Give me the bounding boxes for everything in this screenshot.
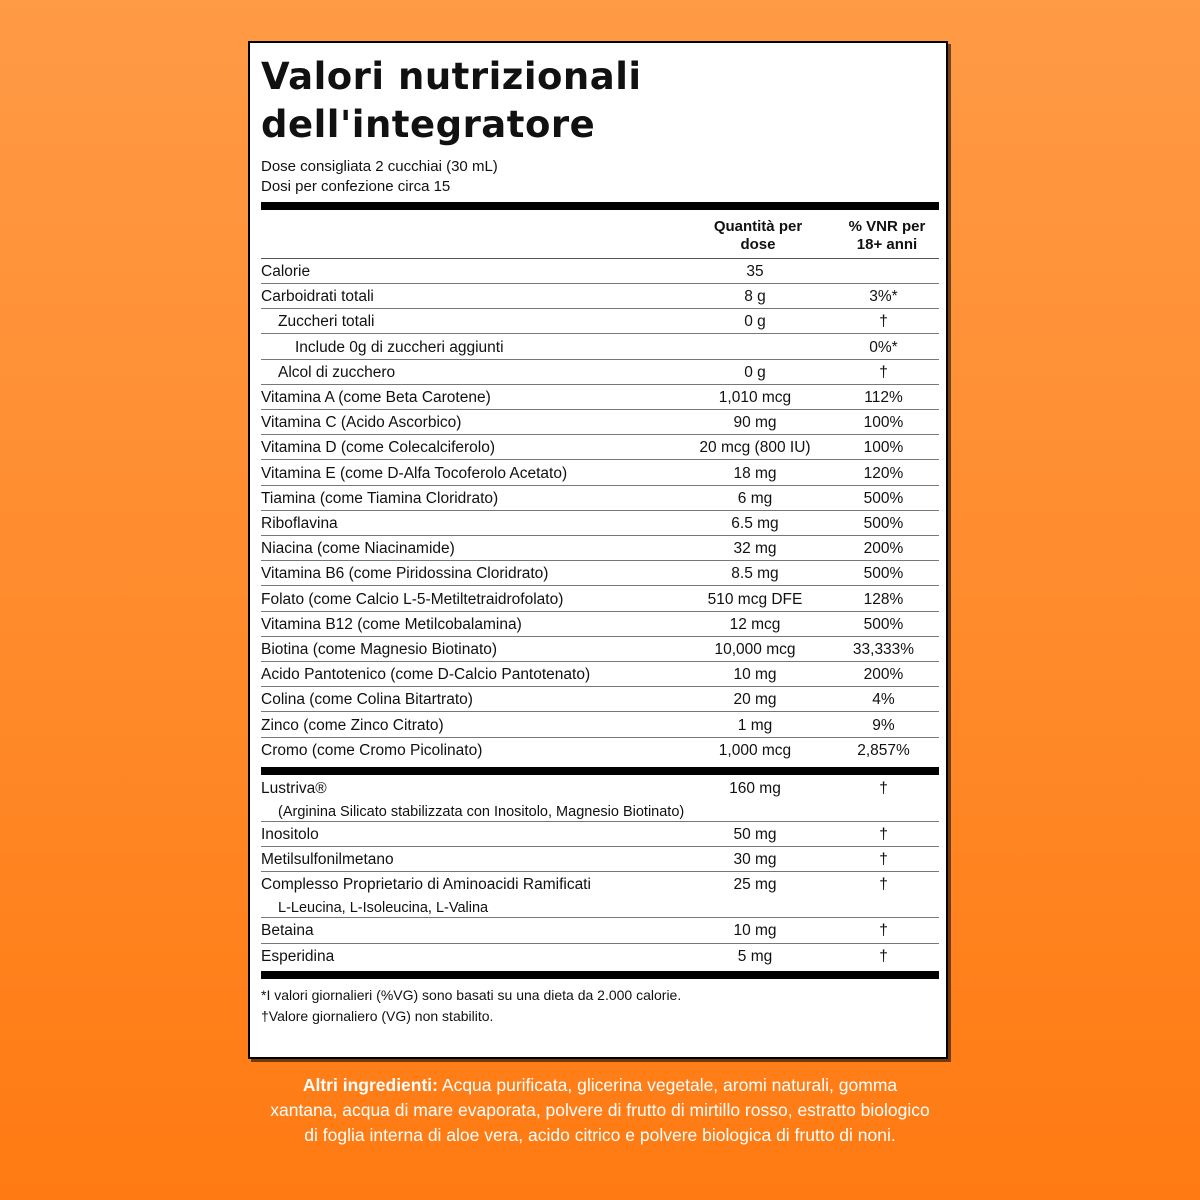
nutrient-row	[261, 309, 939, 334]
nutrient-amount: 6 mg	[737, 489, 773, 507]
nutrient-daily-value: 200%	[863, 540, 904, 558]
blend-amount: 10 mg	[733, 922, 777, 940]
nutrient-amount: 10 mg	[733, 666, 777, 684]
blend-daily-value: †	[879, 780, 888, 797]
other-ingredients	[200, 1073, 1000, 1148]
nutrient-daily-value: 33,333%	[852, 641, 915, 658]
nutrient-row	[261, 536, 939, 561]
nutrient-amount: 0 g	[744, 363, 766, 381]
nutrient-name: Vitamina B6 (come Piridossina Cloridrato)	[261, 565, 549, 583]
nutrient-amount: 8 g	[744, 288, 766, 306]
nutrient-name: Vitamina D (come Colecalciferolo)	[261, 439, 496, 457]
panel-title	[261, 53, 921, 149]
nutrient-name: Vitamina C (Acido Ascorbico)	[261, 414, 462, 432]
nutrient-amount: 18 mg	[733, 464, 777, 482]
blend-row	[261, 944, 939, 969]
nutrient-row	[261, 410, 939, 435]
nutrient-row	[261, 461, 939, 486]
nutrient-daily-value: 2,857%	[857, 741, 910, 759]
title-line-1: Valori nutrizionali	[261, 55, 642, 98]
blend-amount: 5 mg	[737, 947, 773, 965]
nutrient-name: Include 0g di zuccheri aggiunti	[295, 338, 504, 356]
divider-thick-top	[261, 202, 939, 210]
nutrient-row	[261, 561, 939, 586]
nutrient-amount: 6.5 mg	[731, 515, 779, 532]
serving-size: Dose consigliata 2 cucchiai (30 mL)	[261, 158, 498, 175]
nutrient-daily-value: 500%	[863, 515, 904, 532]
other-ingredients-line-3: di foglia interna di aloe vera, acido citrico e polvere biologica di frutto di noni.	[304, 1125, 896, 1145]
nutrient-daily-value: 200%	[863, 666, 904, 684]
nutrient-amount: 20 mg	[733, 691, 777, 709]
nutrient-daily-value: †	[879, 363, 888, 381]
nutrient-row	[261, 662, 939, 687]
other-ingredients-text-1: Acqua purificata, glicerina vegetale, aromi naturali, gomma	[438, 1075, 898, 1095]
divider-thick-middle	[261, 767, 939, 775]
header-dv	[827, 218, 947, 254]
other-ingredients-heading: Altri ingredienti:	[302, 1075, 438, 1095]
nutrient-name: Biotina (come Magnesio Biotinato)	[261, 641, 498, 658]
nutrient-name: Folato (come Calcio L-5-Metiltetraidrofolato)	[261, 590, 564, 608]
blend-row	[261, 776, 939, 822]
nutrient-name: Carboidrati totali	[261, 288, 374, 306]
header-dv-line-2: 18+ anni	[856, 236, 918, 253]
nutrient-name: Vitamina B12 (come Metilcobalamina)	[261, 615, 522, 633]
nutrient-daily-value: 0%*	[869, 338, 898, 356]
nutrient-amount: 510 mcg DFE	[707, 590, 803, 608]
nutrient-row	[261, 284, 939, 309]
nutrient-name: Vitamina E (come D-Alfa Tocoferolo Acetato)	[261, 464, 568, 482]
blend-daily-value: †	[879, 826, 888, 843]
nutrient-amount: 1,000 mcg	[718, 741, 792, 759]
nutrient-name: Tiamina (come Tiamina Cloridrato)	[261, 489, 499, 507]
blend-name: Complesso Proprietario di Aminoacidi Ramificati	[261, 876, 591, 894]
nutrient-name: Calorie	[261, 263, 311, 280]
nutrient-name: Zuccheri totali	[278, 313, 375, 331]
blend-name: Betaina	[261, 922, 314, 940]
nutrient-daily-value: 3%*	[869, 288, 898, 306]
other-ingredients-line-2: xantana, acqua di mare evaporata, polvere di frutto di mirtillo rosso, estratto biologico	[270, 1100, 930, 1120]
nutrient-row	[261, 587, 939, 612]
header-amount	[698, 218, 818, 254]
nutrient-name: Colina (come Colina Bitartrato)	[261, 691, 473, 709]
nutrient-amount: 35	[746, 263, 764, 280]
blend-name: Inositolo	[261, 826, 319, 843]
nutrient-daily-value: 112%	[864, 389, 903, 406]
nutrient-amount: 10,000 mcg	[714, 641, 796, 658]
nutrient-row	[261, 612, 939, 637]
nutrient-name: Acido Pantotenico (come D-Calcio Pantotenato)	[261, 666, 591, 684]
header-amount-line-1: Quantità per	[713, 218, 803, 235]
nutrient-row	[261, 385, 939, 410]
nutrient-daily-value: 4%	[872, 691, 895, 709]
nutrient-amount: 1,010 mcg	[718, 389, 792, 406]
header-dv-line-1: % VNR per	[848, 218, 926, 235]
nutrient-row	[261, 637, 939, 662]
nutrient-daily-value: 120%	[863, 464, 904, 482]
blend-name: Metilsulfonilmetano	[261, 851, 394, 869]
nutrient-name: Riboflavina	[261, 515, 338, 532]
nutrient-row	[261, 713, 939, 738]
nutrient-row	[261, 486, 939, 511]
serving-info	[261, 157, 498, 197]
nutrient-name: Vitamina A (come Beta Carotene)	[261, 389, 491, 406]
nutrient-amount: 32 mg	[733, 540, 777, 558]
nutrient-name: Niacina (come Niacinamide)	[261, 540, 455, 558]
blend-daily-value: †	[879, 876, 888, 894]
nutrient-daily-value: †	[879, 313, 888, 331]
blend-subtext: (Arginina Silicato stabilizzata con Inositolo, Magnesio Biotinato)	[278, 804, 685, 820]
blend-row	[261, 847, 939, 872]
blend-subtext: L-Leucina, L-Isoleucina, L-Valina	[278, 900, 489, 917]
nutrient-name: Alcol di zucchero	[278, 363, 396, 381]
nutrient-daily-value: 100%	[863, 414, 904, 432]
nutrient-row	[261, 360, 939, 385]
blend-amount: 25 mg	[733, 876, 777, 894]
nutrient-daily-value: 100%	[863, 439, 904, 457]
nutrient-daily-value: 128%	[863, 590, 904, 608]
nutrient-amount: 1 mg	[737, 716, 773, 734]
footnote-daily-values: *I valori giornalieri (%VG) sono basati su una dieta da 2.000 calorie.	[261, 987, 682, 1003]
nutrient-row	[261, 435, 939, 460]
blend-name: Lustriva®	[261, 780, 327, 797]
blend-amount: 50 mg	[733, 826, 777, 843]
blend-daily-value: †	[879, 851, 888, 869]
nutrient-amount: 20 mcg (800 IU)	[699, 439, 811, 457]
blend-row	[261, 872, 939, 918]
nutrient-amount: 12 mcg	[729, 615, 781, 633]
blend-amount: 160 mg	[729, 780, 781, 797]
nutrient-row	[261, 738, 939, 763]
divider-thick-bottom	[261, 971, 939, 979]
blend-amount: 30 mg	[733, 851, 777, 869]
footnote-not-established: †Valore giornaliero (VG) non stabilito.	[261, 1008, 494, 1024]
nutrient-daily-value: 500%	[863, 615, 904, 633]
nutrient-name: Cromo (come Cromo Picolinato)	[261, 741, 483, 759]
blend-row	[261, 918, 939, 943]
nutrient-amount: 0 g	[744, 313, 766, 331]
nutrient-amount: 90 mg	[733, 414, 777, 432]
nutrient-row	[261, 511, 939, 536]
blend-daily-value: †	[879, 947, 888, 965]
nutrient-daily-value: 9%	[872, 716, 895, 734]
other-ingredients-line-1	[200, 1073, 1000, 1098]
nutrient-row	[261, 259, 939, 284]
nutrient-daily-value: 500%	[863, 489, 904, 507]
blend-name: Esperidina	[261, 947, 335, 965]
nutrient-amount: 8.5 mg	[731, 565, 779, 583]
supplement-facts-panel	[248, 41, 948, 1059]
blend-daily-value: †	[879, 922, 888, 940]
header-amount-line-2: dose	[740, 236, 776, 253]
blend-row	[261, 822, 939, 847]
nutrient-row	[261, 687, 939, 712]
nutrient-name: Zinco (come Zinco Citrato)	[261, 716, 444, 734]
servings-per-container: Dosi per confezione circa 15	[261, 178, 451, 195]
nutrient-row	[261, 335, 939, 360]
nutrient-daily-value: 500%	[863, 565, 904, 583]
title-line-2: dell'integratore	[261, 103, 596, 146]
